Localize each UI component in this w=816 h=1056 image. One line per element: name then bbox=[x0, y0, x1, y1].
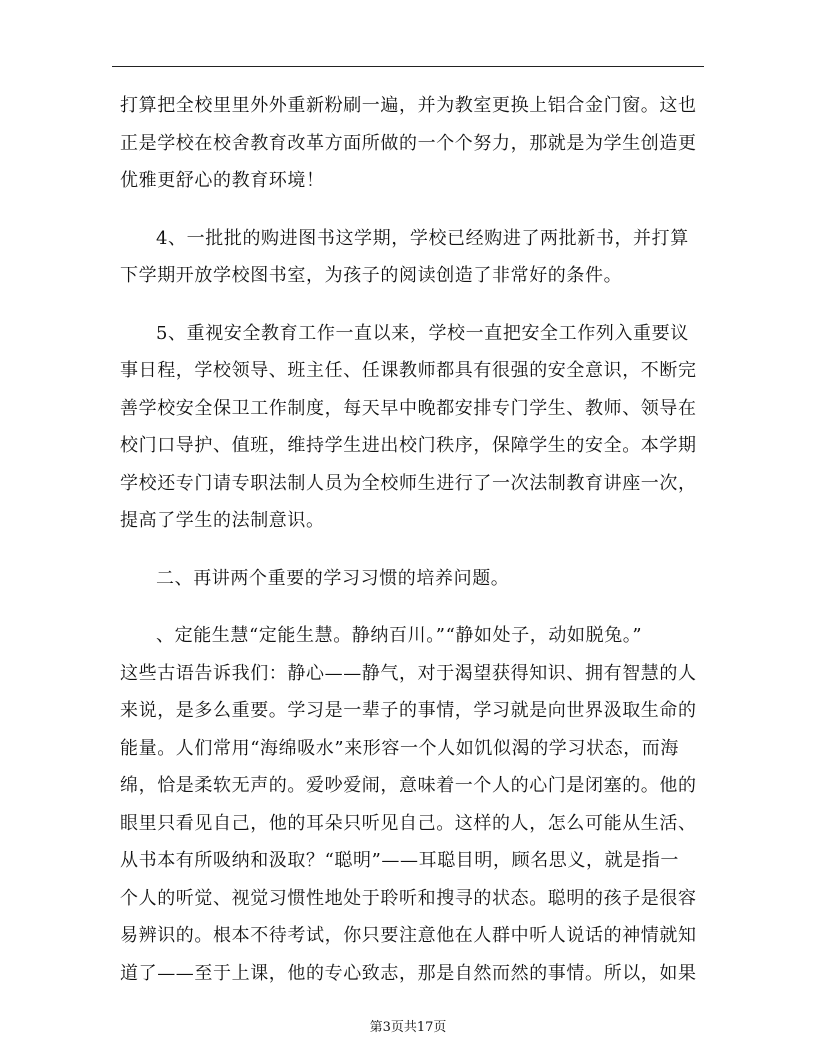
text-line: 能量。人们常用“海绵吸水”来形容一个人如饥似渴的学习状态，而海 bbox=[120, 737, 680, 759]
text-line: 优雅更舒心的教育环境！ bbox=[120, 170, 325, 191]
header-rule bbox=[112, 66, 704, 67]
text-line: 事日程，学校领导、班主任、任课教师都具有很强的安全意识，不断完 bbox=[120, 360, 697, 381]
text-line: 善学校安全保卫工作制度，每天早中晚都安排专门学生、教师、领导在 bbox=[120, 397, 697, 419]
text-line: 校门口导护、值班，维持学生进出校门秩序，保障学生的安全。本学期 bbox=[120, 435, 697, 456]
text-line: 来说，是多么重要。学习是一辈子的事情，学习就是向世界汲取生命的 bbox=[120, 700, 697, 721]
text-line: 二、再讲两个重要的学习习惯的培养问题。 bbox=[156, 567, 510, 589]
paragraph bbox=[120, 315, 710, 540]
text-line: 4、一批批的购进图书这学期，学校已经购进了两批新书，并打算 bbox=[156, 227, 689, 249]
section-heading bbox=[120, 560, 710, 598]
text-line: 从书本有所吸纳和汲取？“聪明”——耳聪目明，顾名思义，就是指一 bbox=[120, 850, 680, 871]
text-line: 下学期开放学校图书室，为孩子的阅读创造了非常好的条件。 bbox=[120, 265, 623, 286]
page-number: 第3页共17页 bbox=[369, 1020, 447, 1035]
text-line: 绵，恰是柔软无声的。爱吵爱闹，意味着一个人的心门是闭塞的。他的 bbox=[120, 775, 697, 796]
text-line: 正是学校在校舍教育改革方面所做的一个个努力，那就是为学生创造更 bbox=[120, 132, 697, 154]
text-line: 打算把全校里里外外重新粉刷一遍，并为教室更换上铝合金门窗。这也 bbox=[120, 95, 697, 116]
text-line: 学校还专门请专职法制人员为全校师生进行了一次法制教育讲座一次， bbox=[120, 472, 697, 494]
paragraph bbox=[120, 220, 710, 295]
text-line: 个人的听觉、视觉习惯性地处于聆听和搜寻的状态。聪明的孩子是很容 bbox=[120, 887, 697, 909]
text-line: 5、重视安全教育工作一直以来，学校一直把安全工作列入重要议 bbox=[156, 322, 689, 344]
paragraph bbox=[120, 617, 710, 992]
text-line: 提高了学生的法制意识。 bbox=[120, 510, 325, 531]
text-line: 道了——至于上课，他的专心致志，那是自然而然的事情。所以，如果 bbox=[120, 962, 697, 984]
text-line: 这些古语告诉我们：静心——静气，对于渴望获得知识、拥有智慧的人 bbox=[120, 662, 697, 684]
text-line: 、定能生慧“定能生慧。静纳百川。”“静如处子，动如脱兔。” bbox=[156, 625, 643, 646]
paragraph bbox=[120, 87, 710, 200]
document-body bbox=[120, 87, 710, 992]
text-line: 眼里只看见自己，他的耳朵只听见自己。这样的人，怎么可能从生活、 bbox=[120, 812, 697, 834]
text-line: 易辨识的。根本不待考试，你只要注意他在人群中听人说话的神情就知 bbox=[120, 925, 697, 946]
